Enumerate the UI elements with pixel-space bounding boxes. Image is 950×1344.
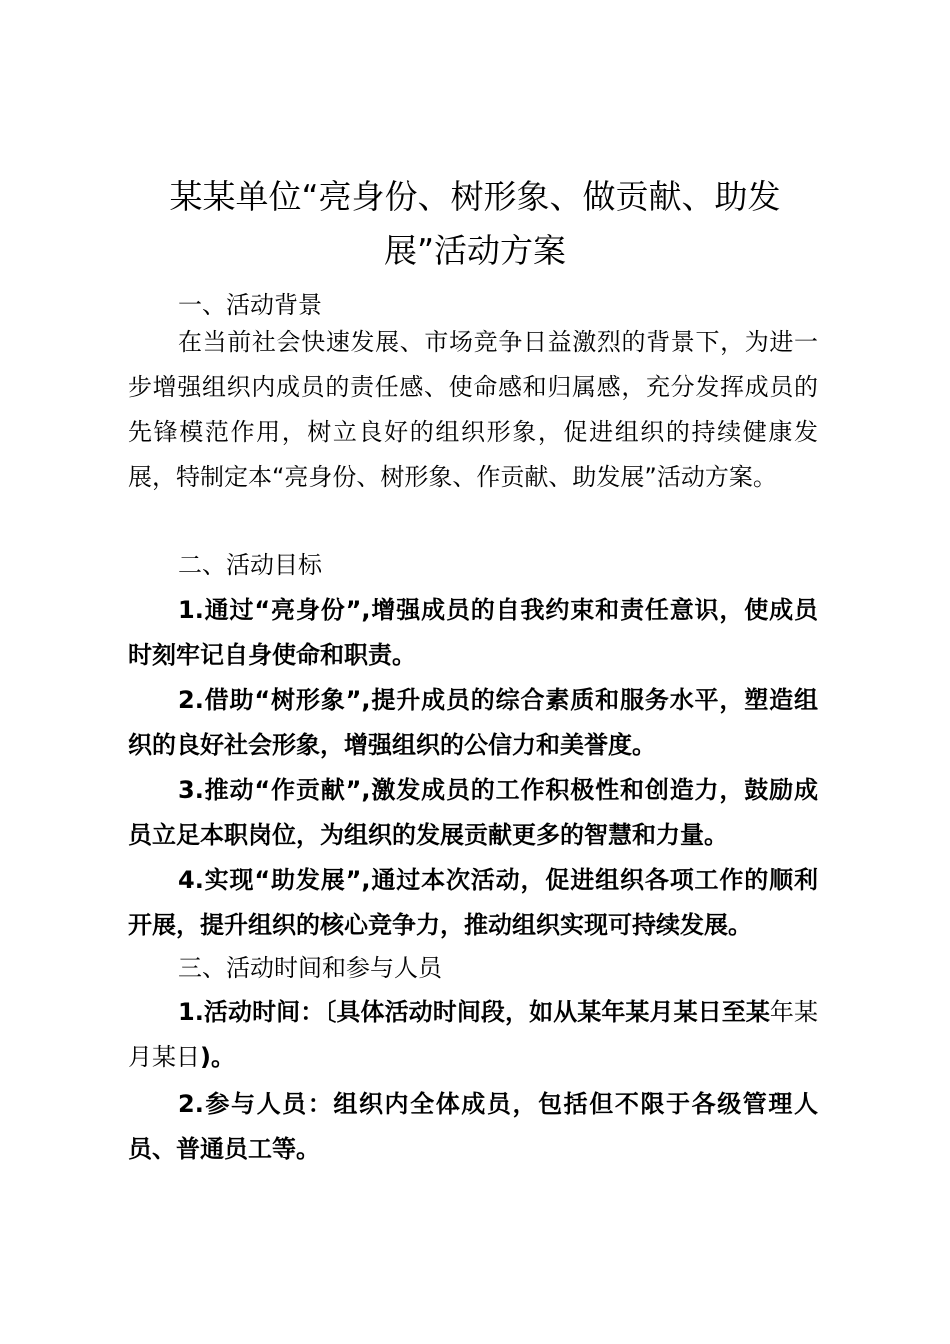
section-heading-background: 一、活动背景 [178,291,322,319]
goal-item-2: 2.借助“树形象”,提升成员的综合素质和服务水平，塑造组织的良好社会形象，增强组织的公信力和美誉度。 [128,686,818,759]
goal-item-4: 4.实现“助发展”,通过本次活动，促进组织各项工作的顺利开展，提升组织的核心竞争力，推动组织实现可持续发展。 [128,866,818,939]
background-paragraph: 在当前社会快速发展、市场竞争日益激烈的背景下，为进一步增强组织内成员的责任感、使命感和归属感，充分发挥成员的先锋模范作用，树立良好的组织形象，促进组织的持续健康发展，特制定本“亮身份、树形象、作贡献、助发展”活动方案。 [128,328,818,491]
time-item [128,990,818,1080]
section-heading-time-people: 三、活动时间和参与人员 [178,954,442,982]
time-item-normal: 年某月某日 [128,998,818,1071]
people-item: 2.参与人员：组织内全体成员，包括但不限于各级管理人员、普通员工等。 [128,1090,818,1163]
time-item-tail: )。 [200,1043,235,1071]
document-title: 某某单位“亮身份、树形象、做贡献、助发展”活动方案 [169,177,781,270]
section-heading-goals: 二、活动目标 [178,551,322,579]
goal-item-3: 3.推动“作贡献”,激发成员的工作积极性和创造力，鼓励成员立足本职岗位，为组织的发展贡献更多的智慧和力量。 [128,776,818,849]
goal-item-1: 1.通过“亮身份”,增强成员的自我约束和责任意识，使成员时刻牢记自身使命和职责。 [128,596,818,669]
time-item-bold: 1.活动时间：〔具体活动时间段，如从某年某月某日至某 [178,998,770,1026]
